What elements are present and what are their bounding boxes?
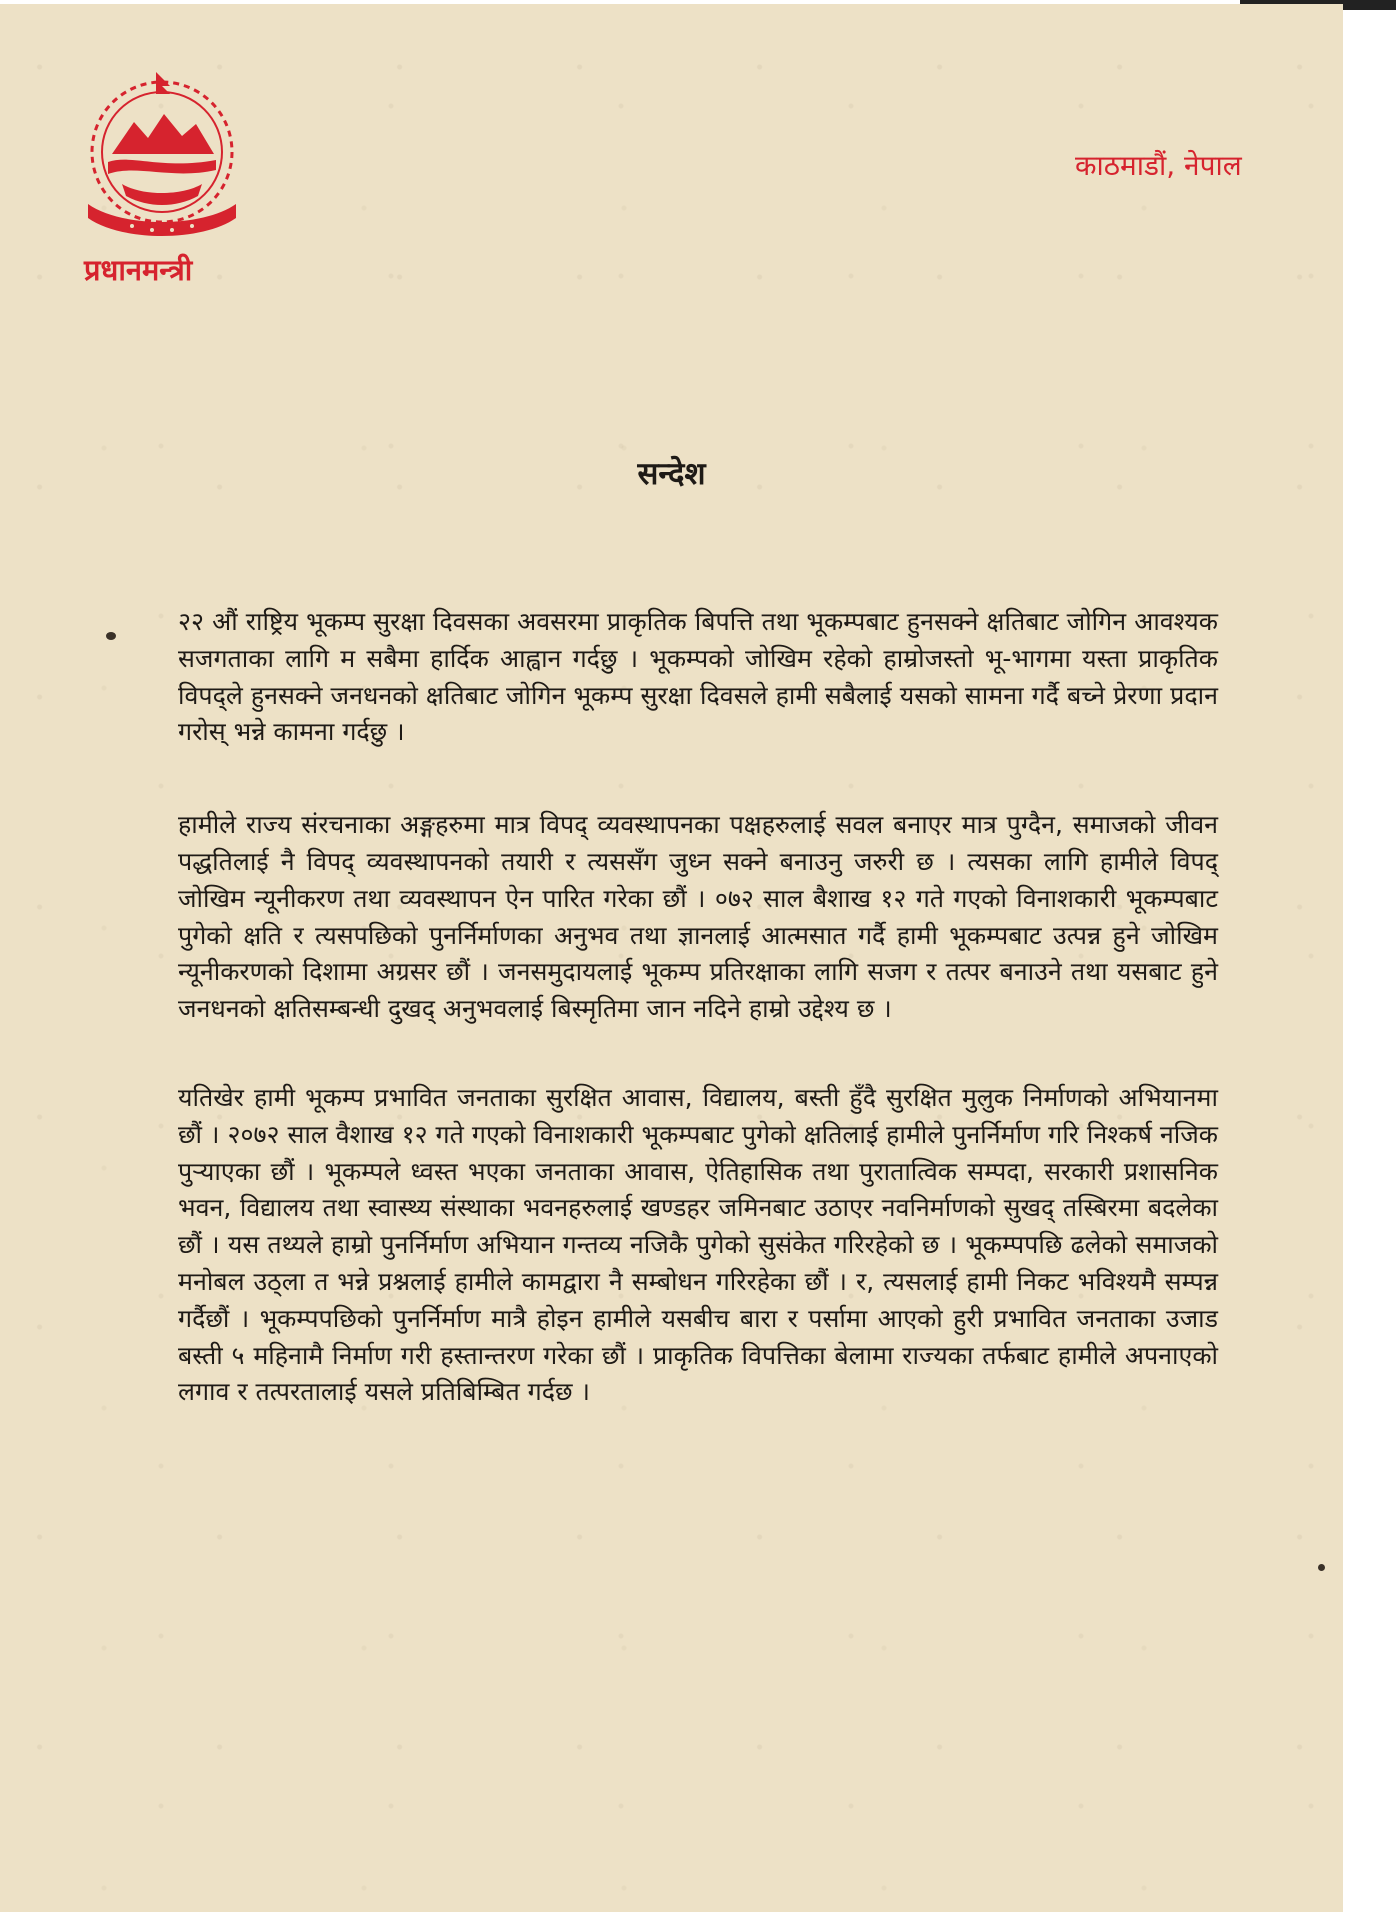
paragraph-1: २२ औं राष्ट्रिय भूकम्प सुरक्षा दिवसका अवसरमा प्राकृतिक बिपत्ति तथा भूकम्पबाट हुनसक्ने क्षतिबाट जोगिन आवश्यक सजगताका लागि म सबैमा हार्दिक आह्वान गर्दछु । भूकम्पको जोखिम रहेको हाम्रोजस्तो भू-भागमा यस्ता प्राकृतिक विपद्ले हुनसक्ने जनधनको क्षतिबाट जोगिन भूकम्प सुरक्षा दिवसले हामी सबैलाई यसको सामना गर्दै बच्ने प्रेरणा प्रदान गरोस् भन्ने कामना गर्दछु । <box>178 607 1218 747</box>
nepal-coat-of-arms-icon <box>72 66 252 246</box>
letter-page <box>0 4 1343 1912</box>
message-body <box>178 604 1218 1411</box>
paper-speck <box>106 632 116 640</box>
place-label: काठमाडौं, नेपाल <box>1075 149 1242 182</box>
paragraph-2: हामीले राज्य संरचनाका अङ्गहरुमा मात्र विपद् व्यवस्थापनका पक्षहरुलाई सवल बनाएर मात्र पुग्दैन, समाजको जीवन पद्धतिलाई नै विपद् व्यवस्थापनको तयारी र त्यससँग जुध्न सक्ने बनाउनु जरुरी छ । त्यसका लागि हामीले विपद् जोखिम न्यूनीकरण तथा व्यवस्थापन ऐन पारित गरेका छौं । ०७२ साल बैशाख १२ गते गएको विनाशकारी भूकम्पबाट पुगेको क्षति र त्यसपछिको पुनर्निर्माणका अनुभव तथा ज्ञानलाई आत्मसात गर्दै हामी भूकम्पबाट उत्पन्न हुने जोखिम न्यूनीकरणको दिशामा अग्रसर छौं । जनसमुदायलाई भूकम्प प्रतिरक्षाका लागि सजग र तत्पर बनाउने तथा यसबाट हुने जनधनको क्षतिसम्बन्धी दुखद् अनुभवलाई बिस्मृतिमा जान नदिने हाम्रो उद्देश्य छ । <box>178 810 1218 1024</box>
office-title: प्रधानमन्त्री <box>84 253 193 287</box>
paragraph-3: यतिखेर हामी भूकम्प प्रभावित जनताका सुरक्षित आवास, विद्यालय, बस्ती हुँदै सुरक्षित मुलुक निर्माणको अभियानमा छौं । २०७२ साल वैशाख १२ गते गएको विनाशकारी भूकम्पबाट पुगेको क्षतिलाई हामीले पुनर्निर्माण गरि निश्कर्ष नजिक पुऱ्याएका छौं । भूकम्पले ध्वस्त भएका जनताका आवास, ऐतिहासिक तथा पुरातात्विक सम्पदा, सरकारी प्रशासनिक भवन, विद्यालय तथा स्वास्थ्य संस्थाका भवनहरुलाई खण्डहर जमिनबाट उठाएर नवनिर्माणको सुखद् तस्बिरमा बदलेका छौं । यस तथ्यले हाम्रो पुनर्निर्माण अभियान गन्तव्य नजिकै पुगेको सुसंकेत गरिरहेको छ । भूकम्पपछि ढलेको समाजको मनोबल उठ्ला त भन्ने प्रश्नलाई हामीले कामद्वारा नै सम्बोधन गरिरहेका छौं । र, त्यसलाई हामी निकट भविश्यमै सम्पन्न गर्दैछौं । भूकम्पपछिको पुनर्निर्माण मात्रै होइन हामीले यसबीच बारा र पर्सामा आएको हुरी प्रभावित जनताका उजाड बस्ती ५ महिनामै निर्माण गरी हस्तान्तरण गरेका छौं । प्राकृतिक विपत्तिका बेलामा राज्यका तर्फबाट हामीले अपनाएको लगाव र तत्परतालाई यसले प्रतिबिम्बित गर्दछ । <box>178 1082 1218 1407</box>
message-heading: सन्देश <box>637 456 706 492</box>
paper-speck <box>1318 1564 1325 1571</box>
